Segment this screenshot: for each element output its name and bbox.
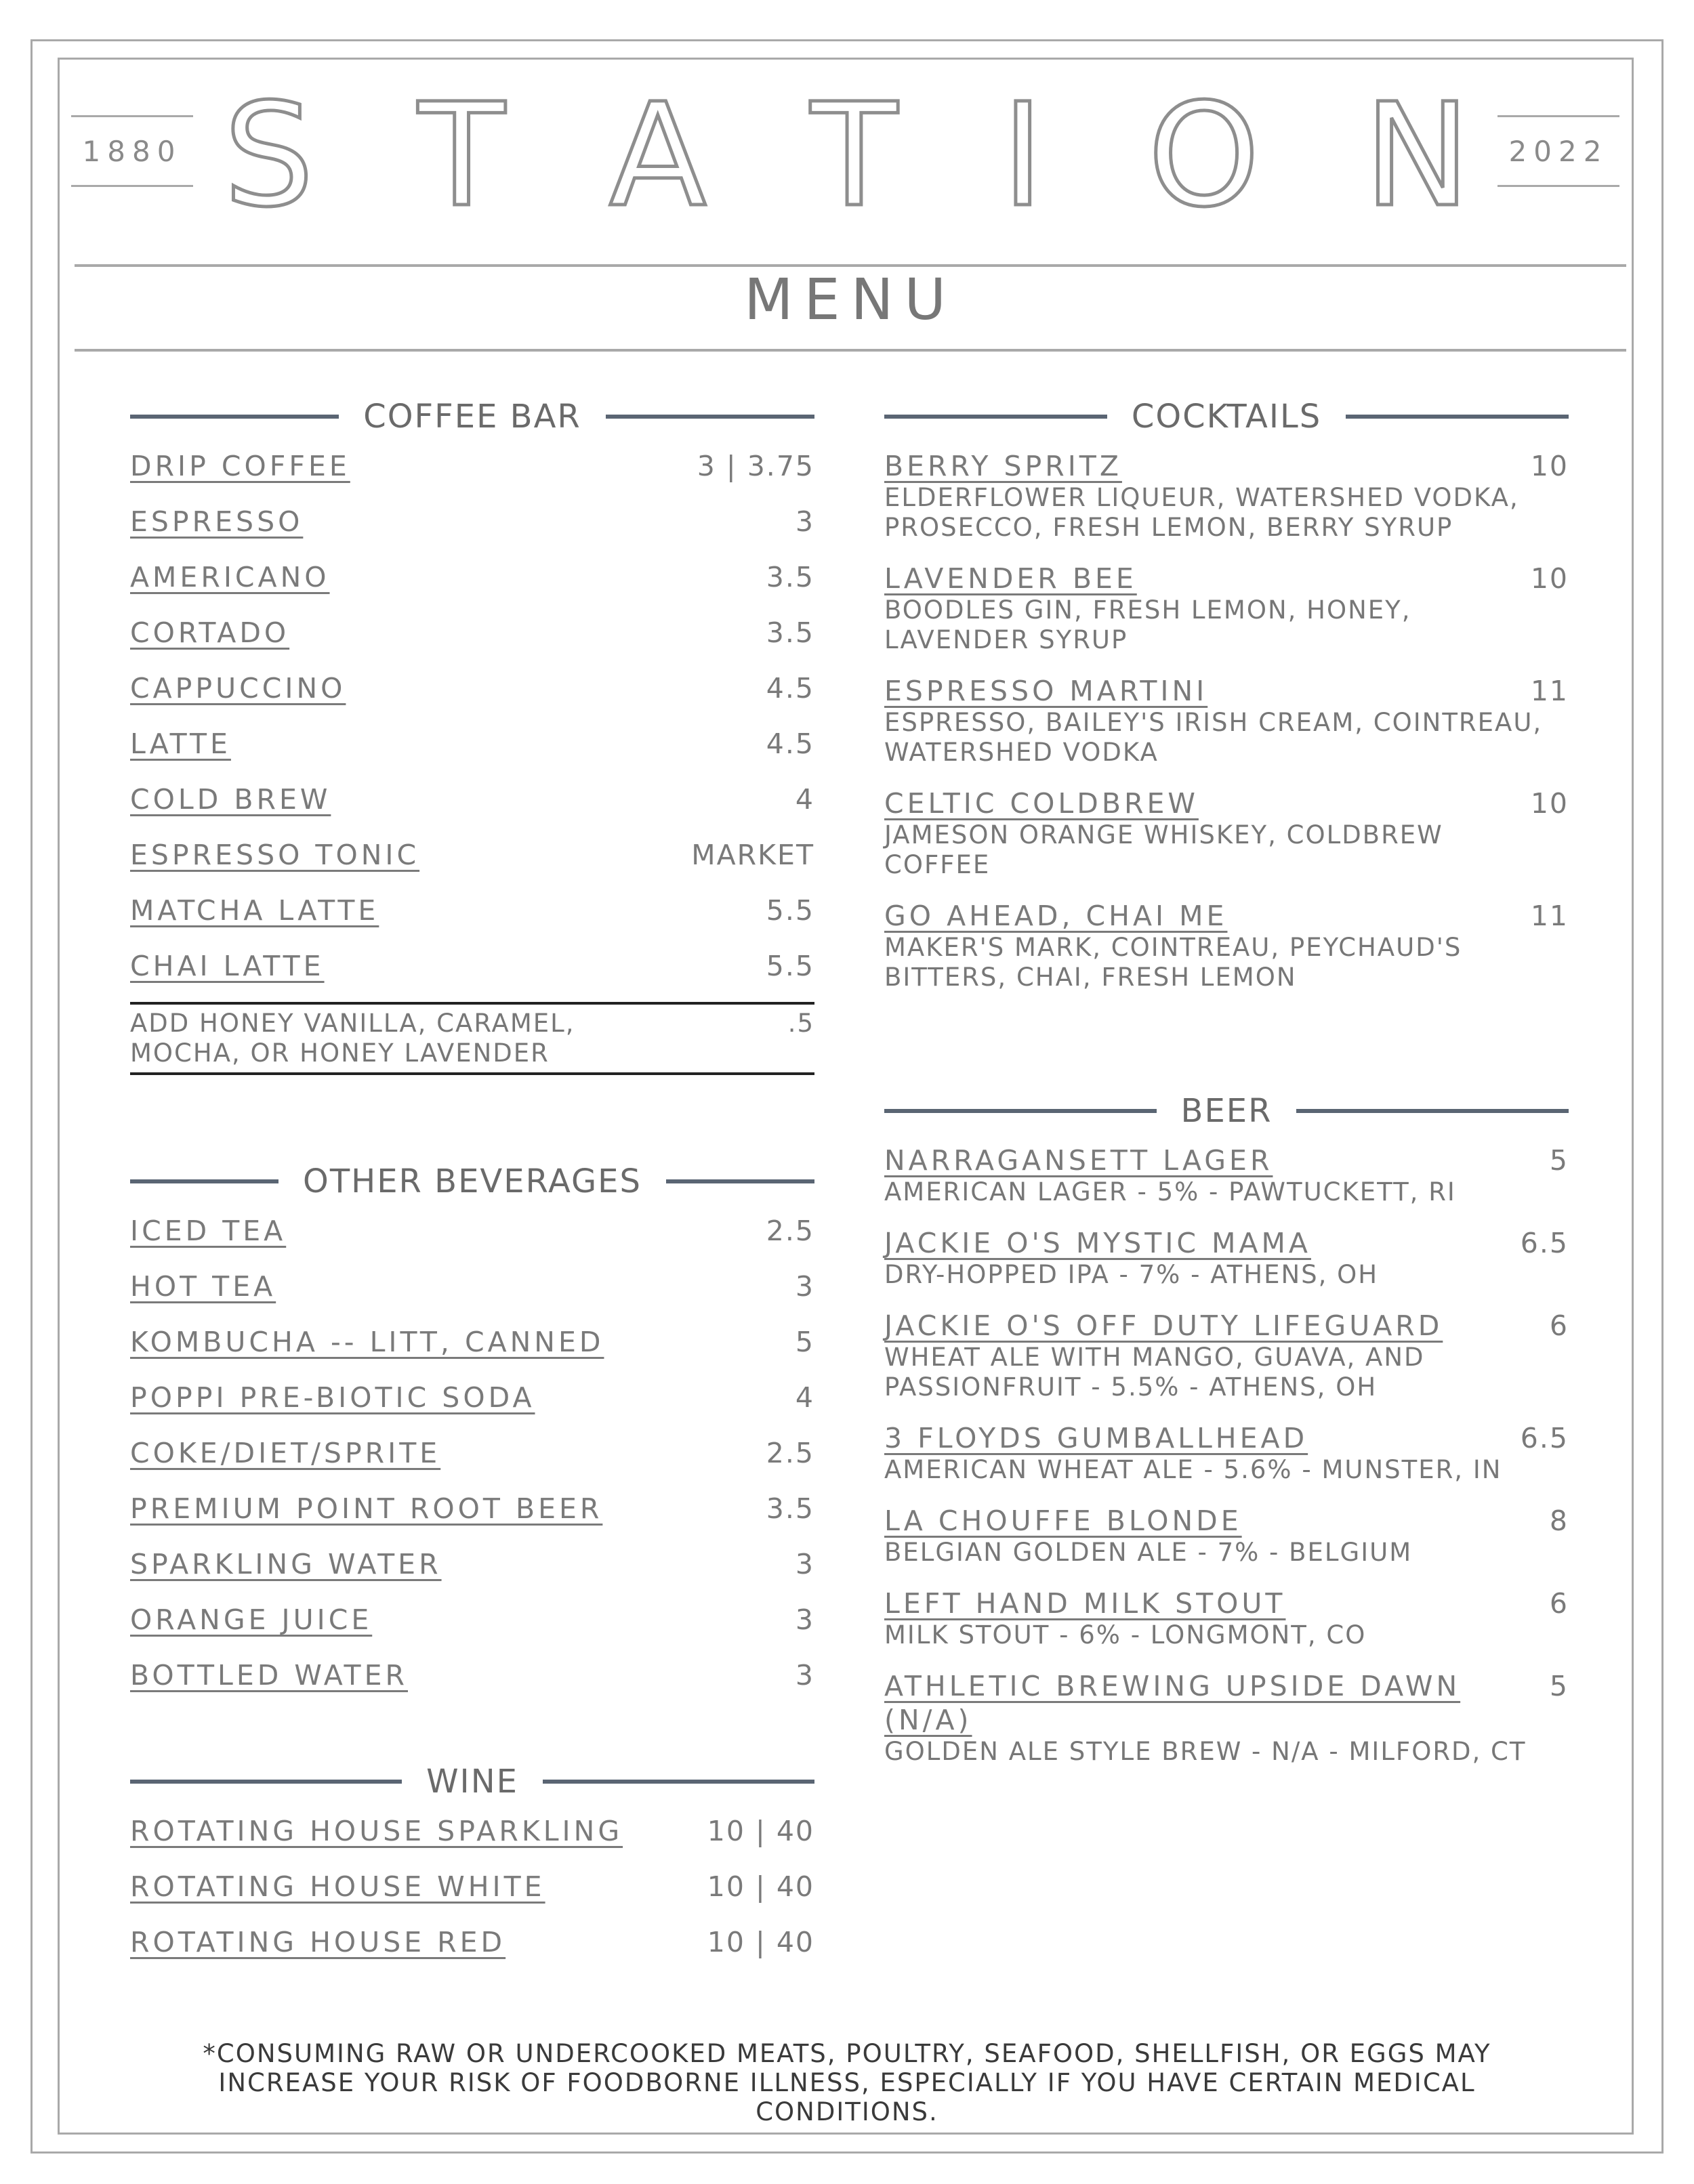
item-price: 3 <box>795 1548 814 1580</box>
item-name: ICED TEA <box>130 1215 287 1247</box>
item-description: BELGIAN GOLDEN ALE - 7% - BELGIUM <box>884 1538 1413 1567</box>
menu-item <box>130 449 814 483</box>
addon-price: .5 <box>787 1009 814 1038</box>
item-price: 4.5 <box>766 672 814 705</box>
item-name: DRIP COFFEE <box>130 450 350 482</box>
menu-item <box>130 1325 814 1359</box>
item-row <box>884 899 1569 933</box>
divider-bottom <box>75 349 1626 352</box>
item-name: GO AHEAD, CHAI ME <box>884 900 1228 932</box>
item-description: JAMESON ORANGE WHISKEY, COLDBREW COFFEE <box>884 820 1443 879</box>
item-name: ESPRESSO TONIC <box>130 839 420 871</box>
item-name: MATCHA LATTE <box>130 894 379 927</box>
cocktail-list <box>884 449 1569 992</box>
menu-item <box>130 616 814 650</box>
item-price: MARKET <box>691 839 814 871</box>
menu-item <box>130 1925 814 1959</box>
header-rule <box>130 1780 402 1784</box>
logo-letter: O <box>1147 72 1260 238</box>
item-description: WHEAT ALE WITH MANGO, GUAVA, AND PASSIONFRUIT - 5.5% - ATHENS, OH <box>884 1343 1425 1402</box>
menu-item <box>884 449 1569 543</box>
item-row <box>884 562 1569 595</box>
item-description: DRY-HOPPED IPA - 7% - ATHENS, OH <box>884 1260 1379 1289</box>
logo-letter: S <box>224 72 314 238</box>
menu-item <box>130 1269 814 1303</box>
header-rule <box>130 1179 278 1183</box>
item-name: ROTATING HOUSE SPARKLING <box>130 1815 623 1847</box>
item-name: 3 FLOYDS GUMBALLHEAD <box>884 1422 1308 1454</box>
item-name: ATHLETIC BREWING UPSIDE DAWN (N/A) <box>884 1670 1461 1736</box>
item-price: 8 <box>1549 1505 1569 1537</box>
item-name: BOTTLED WATER <box>130 1659 408 1692</box>
item-name: POPPI PRE-BIOTIC SODA <box>130 1381 535 1414</box>
item-price: 2.5 <box>766 1215 814 1247</box>
menu-item <box>130 671 814 705</box>
item-price: 10 | 40 <box>707 1926 814 1958</box>
item-price: 10 <box>1530 450 1569 482</box>
coffee-bar-section <box>130 396 814 1075</box>
item-row <box>884 1143 1569 1177</box>
section-title: OTHER BEVERAGES <box>303 1162 642 1200</box>
logo-letter: I <box>1001 72 1044 238</box>
item-price: 6 <box>1549 1309 1569 1342</box>
item-price: 5 <box>1549 1670 1569 1702</box>
wine-list <box>130 1814 814 1959</box>
item-price: 5.5 <box>766 950 814 982</box>
item-name: PREMIUM POINT ROOT BEER <box>130 1492 603 1525</box>
menu-item <box>884 562 1569 655</box>
item-description: AMERICAN LAGER - 5% - PAWTUCKETT, RI <box>884 1177 1456 1206</box>
item-price: 10 | 40 <box>707 1870 814 1903</box>
menu-item <box>884 899 1569 992</box>
item-row <box>884 1587 1569 1620</box>
item-row <box>884 1421 1569 1455</box>
item-price: 5.5 <box>766 894 814 927</box>
menu-item <box>130 1814 814 1848</box>
item-description: MAKER'S MARK, COINTREAU, PEYCHAUD'S BITTERS, CHAI, FRESH LEMON <box>884 933 1462 992</box>
item-description: BOODLES GIN, FRESH LEMON, HONEY, LAVENDER SYRUP <box>884 595 1411 654</box>
menu-item <box>884 1309 1569 1402</box>
item-name: JACKIE O'S MYSTIC MAMA <box>884 1227 1311 1259</box>
item-price: 3 <box>795 1270 814 1303</box>
item-price: 6.5 <box>1520 1227 1569 1259</box>
other-beverages-list <box>130 1214 814 1692</box>
header-rule <box>130 415 339 419</box>
menu-item <box>130 505 814 539</box>
item-name: AMERICANO <box>130 561 330 593</box>
item-description: GOLDEN ALE STYLE BREW - N/A - MILFORD, CT <box>884 1737 1527 1766</box>
header-rule <box>1296 1109 1569 1113</box>
section-title: WINE <box>426 1763 518 1801</box>
beer-list <box>884 1143 1569 1767</box>
menu-item <box>130 782 814 816</box>
section-title: COFFEE BAR <box>363 398 581 436</box>
item-price: 2.5 <box>766 1437 814 1469</box>
item-name: LEFT HAND MILK STOUT <box>884 1587 1286 1620</box>
item-name: HOT TEA <box>130 1270 276 1303</box>
item-price: 10 <box>1530 562 1569 595</box>
menu-item <box>130 1381 814 1414</box>
item-name: COLD BREW <box>130 783 331 816</box>
item-price: 3 <box>795 505 814 538</box>
menu-item <box>130 1214 814 1248</box>
section-header <box>884 1091 1569 1131</box>
food-safety-notice: *CONSUMING RAW OR UNDERCOOKED MEATS, POULTRY, SEAFOOD, SHELLFISH, OR EGGS MAY INCREASE YOUR RISK OF FOODBORNE ILLNESS, ESPECIALLY IF YOU HAVE CERTAIN MEDICAL CONDITIONS. <box>203 2039 1491 2126</box>
item-description: AMERICAN WHEAT ALE - 5.6% - MUNSTER, IN <box>884 1455 1502 1484</box>
menu-item <box>884 674 1569 768</box>
item-price: 4 <box>795 1381 814 1414</box>
section-header <box>130 1761 814 1802</box>
item-description: MILK STOUT - 6% - LONGMONT, CO <box>884 1620 1367 1650</box>
header-rule <box>606 415 814 419</box>
header-rule <box>1346 415 1569 419</box>
item-name: BERRY SPRITZ <box>884 450 1122 482</box>
item-name: COKE/DIET/SPRITE <box>130 1437 441 1469</box>
item-name: SPARKLING WATER <box>130 1548 442 1580</box>
menu-item <box>130 838 814 872</box>
wine-section <box>130 1761 814 1981</box>
item-price: 5 <box>795 1326 814 1358</box>
item-price: 6.5 <box>1520 1422 1569 1454</box>
addon-row <box>130 1002 814 1075</box>
item-name: ESPRESSO MARTINI <box>884 675 1208 707</box>
item-name: NARRAGANSETT LAGER <box>884 1144 1273 1177</box>
other-beverages-section <box>130 1161 814 1714</box>
item-price: 3.5 <box>766 1492 814 1525</box>
item-name: LATTE <box>130 728 231 760</box>
menu-item <box>884 1504 1569 1568</box>
cocktails-section <box>884 396 1569 1011</box>
item-row <box>884 786 1569 820</box>
section-title: COCKTAILS <box>1131 398 1322 436</box>
logo-letter: A <box>608 72 707 238</box>
item-price: 3.5 <box>766 616 814 649</box>
menu-item <box>884 1669 1569 1767</box>
logo-letter: T <box>418 72 505 238</box>
logo-letter: T <box>810 72 898 238</box>
station-logo <box>224 72 1470 238</box>
item-price: 3 <box>795 1603 814 1636</box>
item-name: CELTIC COLDBREW <box>884 787 1199 820</box>
menu-item <box>130 560 814 594</box>
item-price: 6 <box>1549 1587 1569 1620</box>
year-right: 2022 <box>1497 115 1619 187</box>
item-price: 3 | 3.75 <box>697 450 814 482</box>
menu-item <box>130 1436 814 1470</box>
item-row <box>884 449 1569 483</box>
header-rule <box>543 1780 814 1784</box>
item-price: 11 <box>1530 900 1569 932</box>
header-rule <box>666 1179 814 1183</box>
menu-item <box>130 1603 814 1637</box>
section-title: BEER <box>1180 1092 1273 1130</box>
menu-title: MENU <box>744 266 957 333</box>
item-name: KOMBUCHA -- LITT, CANNED <box>130 1326 604 1358</box>
section-header <box>130 1161 814 1202</box>
menu-item <box>130 1658 814 1692</box>
item-name: ORANGE JUICE <box>130 1603 373 1636</box>
menu-item <box>130 1547 814 1581</box>
menu-item <box>130 894 814 927</box>
item-row <box>884 1669 1569 1737</box>
logo-letter: N <box>1363 72 1470 238</box>
header-rule <box>884 415 1107 419</box>
item-name: ROTATING HOUSE WHITE <box>130 1870 545 1903</box>
coffee-list <box>130 449 814 983</box>
item-price: 11 <box>1530 675 1569 707</box>
item-price: 10 <box>1530 787 1569 820</box>
item-price: 3 <box>795 1659 814 1692</box>
item-name: JACKIE O'S OFF DUTY LIFEGUARD <box>884 1309 1443 1342</box>
menu-item <box>884 1421 1569 1485</box>
menu-item <box>130 1870 814 1904</box>
item-price: 4 <box>795 783 814 816</box>
item-name: CORTADO <box>130 616 290 649</box>
menu-item <box>884 786 1569 880</box>
item-name: CAPPUCCINO <box>130 672 346 705</box>
item-row <box>884 1226 1569 1260</box>
section-header <box>130 396 814 437</box>
section-header <box>884 396 1569 437</box>
menu-item <box>884 1143 1569 1207</box>
beer-section <box>884 1091 1569 1786</box>
item-row <box>884 1504 1569 1538</box>
item-row <box>884 674 1569 708</box>
header-rule <box>884 1109 1157 1113</box>
item-row <box>884 1309 1569 1343</box>
item-price: 5 <box>1549 1144 1569 1177</box>
item-description: ESPRESSO, BAILEY'S IRISH CREAM, COINTREAU, WATERSHED VODKA <box>884 708 1543 767</box>
item-name: ROTATING HOUSE RED <box>130 1926 506 1958</box>
menu-item <box>130 1492 814 1526</box>
menu-item <box>130 949 814 983</box>
item-description: ELDERFLOWER LIQUEUR, WATERSHED VODKA, PROSECCO, FRESH LEMON, BERRY SYRUP <box>884 483 1519 542</box>
menu-item <box>130 727 814 761</box>
addon-text: ADD HONEY VANILLA, CARAMEL, MOCHA, OR HONEY LAVENDER <box>130 1009 575 1068</box>
item-name: LAVENDER BEE <box>884 562 1137 595</box>
menu-item <box>884 1226 1569 1290</box>
item-name: LA CHOUFFE BLONDE <box>884 1505 1242 1537</box>
menu-item <box>884 1587 1569 1650</box>
item-price: 4.5 <box>766 728 814 760</box>
year-left: 1880 <box>71 115 193 187</box>
item-name: ESPRESSO <box>130 505 304 538</box>
item-price: 3.5 <box>766 561 814 593</box>
item-name: CHAI LATTE <box>130 950 325 982</box>
item-price: 10 | 40 <box>707 1815 814 1847</box>
